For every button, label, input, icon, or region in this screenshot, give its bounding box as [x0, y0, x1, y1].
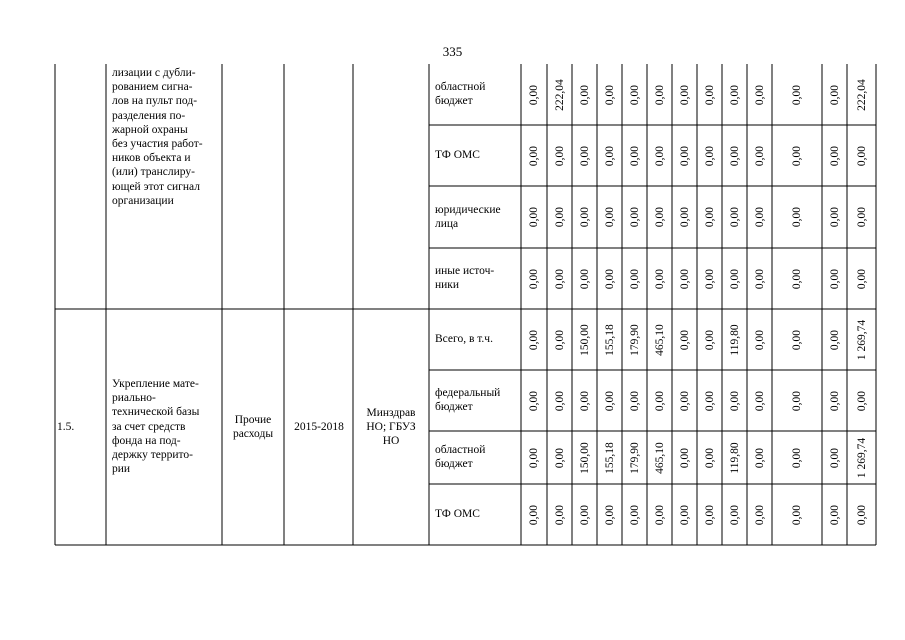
table-cell-value: 0,00: [791, 145, 803, 166]
table-cell-value: 0,00: [553, 206, 566, 228]
table-cell-value: 0,00: [603, 145, 616, 166]
table-cell-value: 0,00: [578, 390, 591, 411]
table-cell-value: 179,90: [628, 441, 641, 474]
table-cell-value: 150,00: [578, 441, 591, 474]
continuation-description: лизации с дубли- рованием сигна- лов на пульт под- разделения по- жарной охраны без участия работ- ников объекта и (или) транслиру- ющей этот сигнал организации: [112, 67, 203, 207]
table-cell-value: 0,00: [553, 145, 566, 166]
table-cell-value: 155,18: [603, 323, 616, 356]
period: 2015-2018: [294, 421, 344, 433]
table-cell-value: 0,00: [828, 268, 841, 289]
table-cell-value: 0,00: [728, 145, 741, 166]
table-cell-value: 0,00: [653, 390, 666, 411]
table-cell-value: 0,00: [828, 206, 841, 228]
table-cell-value: 0,00: [678, 504, 691, 525]
table-cell-value: 0,00: [528, 206, 540, 228]
table-cell-value: 0,00: [653, 206, 666, 228]
table-cell-value: 0,00: [578, 145, 591, 166]
table-cell-value: 0,00: [791, 447, 803, 468]
table-cell-value: 0,00: [828, 145, 841, 166]
table-cell-value: 0,00: [678, 145, 691, 166]
table-cell-value: 0,00: [553, 447, 566, 468]
table-cell-value: 0,00: [653, 84, 666, 105]
table-cell-value: 0,00: [528, 84, 540, 105]
table-cell-value: 0,00: [791, 268, 803, 289]
expense-type: Прочие расходы: [232, 414, 274, 441]
table-cell-value: 0,00: [653, 504, 666, 525]
table-cell-value: 222,04: [553, 78, 566, 111]
page-number: 335: [442, 44, 463, 59]
table-cell-value: 0,00: [791, 504, 803, 525]
table-cell-value: 0,00: [828, 390, 841, 411]
table-cell-value: 0,00: [578, 268, 591, 289]
table-cell-value: 0,00: [855, 504, 868, 525]
funding-source: областной бюджет: [435, 81, 486, 108]
executor: Минздрав НО; ГБУЗ НО: [366, 407, 416, 448]
table-cell-value: 1 269,74: [855, 437, 868, 478]
funding-source: ТФ ОМС: [435, 149, 480, 161]
funding-source: Всего, в т.ч.: [435, 333, 493, 345]
table-cell-value: 0,00: [855, 206, 868, 228]
table-cell-value: 465,10: [653, 323, 666, 356]
funding-source: федеральный бюджет: [435, 387, 501, 414]
table-cell-value: 0,00: [653, 268, 666, 289]
table-cell-value: 0,00: [528, 145, 540, 166]
table-cell-value: 0,00: [578, 84, 591, 105]
table-cell-value: 0,00: [791, 390, 803, 411]
funding-source: областной бюджет: [435, 444, 486, 471]
table-cell-value: 0,00: [703, 84, 716, 105]
table-cell-value: 222,04: [855, 78, 868, 111]
table-cell-value: 0,00: [653, 145, 666, 166]
table-cell-value: 0,00: [828, 504, 841, 525]
table-cell-value: 0,00: [628, 390, 641, 411]
table-cell-value: 0,00: [628, 145, 641, 166]
table-cell-value: 0,00: [728, 84, 741, 105]
table-cell-value: 0,00: [528, 268, 540, 289]
table-cell-value: 0,00: [728, 504, 741, 525]
table-cell-value: 0,00: [628, 84, 641, 105]
table-cell-value: 0,00: [791, 206, 803, 228]
table-cell-value: 0,00: [678, 390, 691, 411]
table-cell-value: 0,00: [703, 504, 716, 525]
table-cell-value: 0,00: [603, 206, 616, 228]
table-cell-value: 1 269,74: [855, 319, 868, 360]
table-cell-value: 0,00: [578, 504, 591, 525]
table-cell-value: 0,00: [603, 268, 616, 289]
table-cell-value: 0,00: [528, 329, 540, 350]
table-cell-value: 465,10: [653, 441, 666, 474]
table-cell-value: 0,00: [791, 84, 803, 105]
table-cell-value: 0,00: [753, 84, 766, 105]
table-cell-value: 0,00: [753, 504, 766, 525]
table-cell-value: 0,00: [703, 390, 716, 411]
table-cell-value: 0,00: [855, 268, 868, 289]
table-cell-value: 0,00: [678, 268, 691, 289]
table-cell-value: 0,00: [528, 504, 540, 525]
table-cell-value: 0,00: [728, 268, 741, 289]
table-cell-value: 0,00: [753, 329, 766, 350]
table-cell-value: 119,80: [728, 323, 741, 356]
table-cell-value: 0,00: [728, 206, 741, 228]
table-cell-value: 0,00: [828, 84, 841, 105]
table-cell-value: 0,00: [855, 390, 868, 411]
table-cell-value: 0,00: [828, 329, 841, 350]
table-cell-value: 0,00: [855, 145, 868, 166]
table-cell-value: 0,00: [553, 329, 566, 350]
funding-source: ТФ ОМС: [435, 508, 480, 520]
table-cell-value: 0,00: [553, 268, 566, 289]
table-cell-value: 0,00: [528, 447, 540, 468]
table-cell-value: 0,00: [753, 390, 766, 411]
table-cell-value: 155,18: [603, 441, 616, 474]
funding-source: юридические лица: [435, 204, 501, 231]
table-cell-value: 0,00: [703, 206, 716, 228]
table-cell-value: 0,00: [753, 268, 766, 289]
table-cell-value: 150,00: [578, 323, 591, 356]
table-cell-value: 0,00: [791, 329, 803, 350]
table-cell-value: 0,00: [628, 206, 641, 228]
table-cell-value: 0,00: [578, 206, 591, 228]
table-cell-value: 0,00: [553, 504, 566, 525]
table-cell-value: 0,00: [703, 145, 716, 166]
table-cell-value: 0,00: [703, 268, 716, 289]
table-cell-value: 0,00: [678, 206, 691, 228]
table-cell-value: 0,00: [678, 329, 691, 350]
table-cell-value: 179,90: [628, 323, 641, 356]
table-cell-value: 119,80: [728, 441, 741, 474]
table-cell-value: 0,00: [828, 447, 841, 468]
table-cell-value: 0,00: [678, 84, 691, 105]
item-name: Укрепление мате- риально- технической базы за счет средств фонда на под- держку террито- рии: [112, 378, 200, 476]
funding-source: иные источ- ники: [435, 265, 495, 292]
table-cell-value: 0,00: [703, 447, 716, 468]
table-cell-value: 0,00: [703, 329, 716, 350]
table-cell-value: 0,00: [753, 206, 766, 228]
table-cell-value: 0,00: [528, 390, 540, 411]
table-cell-value: 0,00: [553, 390, 566, 411]
table-cell-value: 0,00: [678, 447, 691, 468]
table-cell-value: 0,00: [753, 447, 766, 468]
item-number: 1.5.: [57, 421, 75, 433]
table-cell-value: 0,00: [603, 390, 616, 411]
table-cell-value: 0,00: [753, 145, 766, 166]
table-cell-value: 0,00: [603, 84, 616, 105]
table-cell-value: 0,00: [603, 504, 616, 525]
table-cell-value: 0,00: [628, 504, 641, 525]
table-cell-value: 0,00: [628, 268, 641, 289]
table-cell-value: 0,00: [728, 390, 741, 411]
